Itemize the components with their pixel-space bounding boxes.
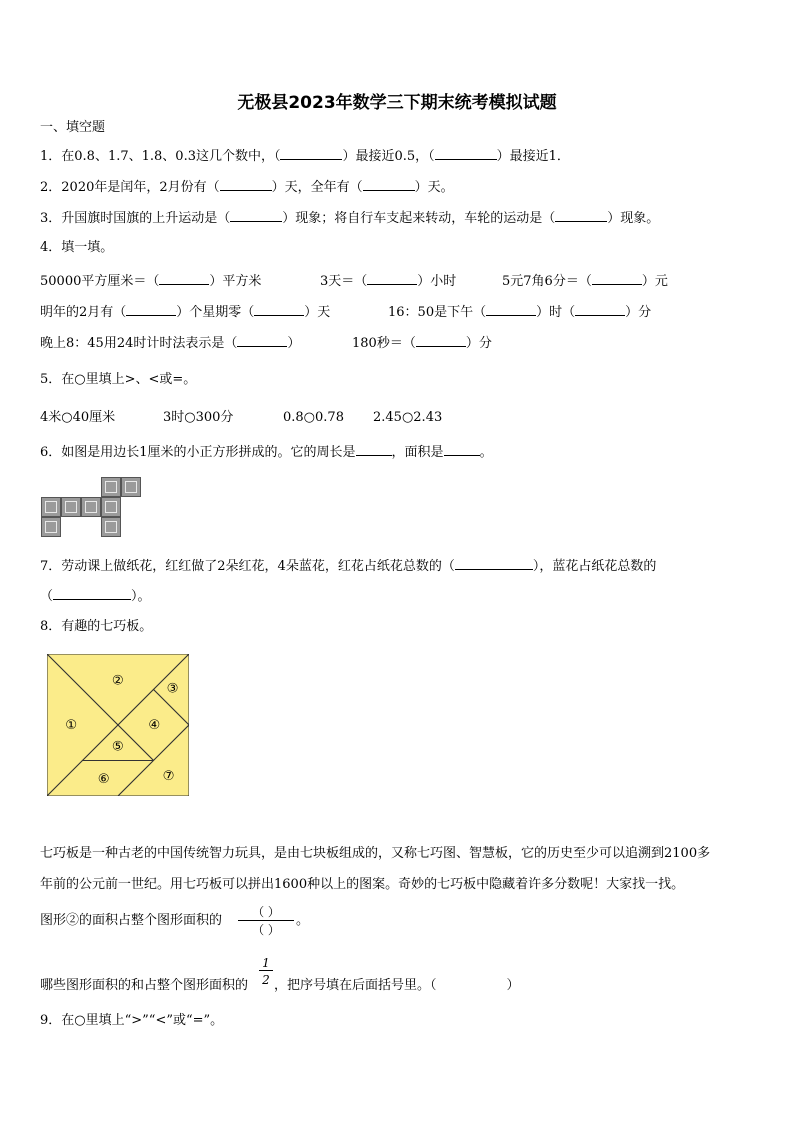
question-4-heading: 4．填一填。	[40, 240, 114, 255]
question-2	[40, 178, 454, 196]
question-3	[40, 209, 659, 227]
q6-text: 6．如图是用边长1厘米的小正方形拼成的。它的周长是	[40, 445, 356, 460]
question-8-heading: 8．有趣的七巧板。	[40, 619, 153, 634]
question-6	[40, 443, 493, 461]
q4-text: ）	[287, 336, 301, 351]
q4-row-3a	[40, 334, 300, 352]
answer-blank[interactable]	[486, 303, 536, 316]
q4-text: ）分	[465, 336, 492, 351]
tangram-label: ⑦	[162, 768, 175, 784]
unit-square	[41, 497, 61, 517]
q4-text: 5元7角6分＝（	[502, 274, 592, 289]
unit-square	[121, 477, 141, 497]
q4-text: 50000平方厘米＝（	[40, 274, 160, 289]
answer-blank[interactable]	[280, 147, 342, 160]
unit-square	[101, 517, 121, 537]
q5-item: 2.45○2.43	[373, 410, 443, 425]
answer-blank[interactable]	[592, 272, 642, 285]
answer-blank[interactable]	[53, 587, 131, 600]
q4-row-2b	[388, 303, 651, 321]
answer-blank[interactable]	[356, 443, 392, 456]
half-denominator: 2	[262, 973, 270, 987]
q2-text-b: ）天，全年有（	[271, 180, 363, 195]
answer-blank[interactable]	[363, 178, 415, 191]
q4-row-3b	[352, 334, 492, 352]
tangram-figure	[47, 654, 189, 796]
answer-blank[interactable]	[575, 303, 625, 316]
answer-blank[interactable]	[416, 334, 466, 347]
tangram-label: ②	[111, 673, 124, 689]
q4-text: ）天	[304, 305, 331, 320]
q1-text-b: ）最接近0.5，（	[342, 149, 435, 164]
question-9-heading: 9．在○里填上“>”“<”或“=”。	[40, 1013, 224, 1028]
q8-line-4-answer	[274, 978, 520, 994]
question-5-heading: 5．在○里填上>、<或=。	[40, 372, 197, 387]
answer-blank[interactable]	[237, 334, 287, 347]
answer-blank[interactable]	[444, 443, 480, 456]
tangram-paragraph-1: 七巧板是一种古老的中国传统智力玩具，是由七块板组成的，又称七巧图、智慧板，它的历史至少可以追溯到2100多	[40, 846, 711, 861]
q4-row-1a	[40, 272, 261, 290]
answer-blank[interactable]	[159, 272, 209, 285]
q7-text: ），蓝花占纸花总数的	[532, 559, 657, 574]
unit-square	[81, 497, 101, 517]
q8-text: ，把序号填在后面括号里。（	[274, 978, 437, 993]
q4-row-1c	[502, 272, 668, 290]
q4-row-1b	[320, 272, 456, 290]
q1-text-a: 1．在0.8、1.7、1.8、0.3这几个数中，（	[40, 149, 281, 164]
q4-text: ）元	[641, 274, 668, 289]
q8-line-3-end: 。	[296, 913, 310, 928]
q4-text: ）小时	[417, 274, 457, 289]
q4-text: ）时（	[536, 305, 576, 320]
page-title: 无极县2023年数学三下期末统考模拟试题	[237, 93, 557, 113]
tangram-label: ①	[65, 718, 78, 734]
q7-text: ）。	[131, 589, 151, 604]
answer-blank[interactable]	[254, 303, 304, 316]
q5-item: 0.8○0.78	[283, 410, 344, 425]
q4-text: 3天＝（	[320, 274, 368, 289]
tangram-label: ④	[148, 718, 161, 734]
q8-line-3-text: 图形②的面积占整个图形面积的	[40, 913, 223, 928]
question-1	[40, 147, 570, 165]
tangram-paragraph-2: 年前的公元前一世纪。用七巧板可以拼出1600种以上的图案。奇妙的七巧板中隐藏着许多分数呢！大家找一找。	[40, 877, 685, 892]
unit-square	[101, 497, 121, 517]
unit-square	[101, 477, 121, 497]
q3-text-a: 3．升国旗时国旗的上升运动是（	[40, 211, 231, 226]
q4-text: 16：50是下午（	[388, 305, 487, 320]
q2-text-c: ）天。	[414, 180, 454, 195]
q3-text-b: ）现象；将自行车支起来转动，车轮的运动是（	[282, 211, 556, 226]
tangram-label: ③	[166, 681, 179, 697]
q4-text: ）分	[625, 305, 652, 320]
q4-text: 180秒＝（	[352, 336, 416, 351]
q4-text: 明年的2月有（	[40, 305, 127, 320]
answer-blank[interactable]	[555, 209, 607, 222]
fraction-denominator[interactable]: （ ）	[252, 923, 280, 937]
q5-item: 4米○40厘米	[40, 410, 116, 425]
q5-item: 3时○300分	[163, 410, 234, 425]
half-numerator: 1	[259, 956, 273, 971]
q4-text: ）平方米	[209, 274, 262, 289]
q8-line-4-text: 哪些图形面积的和占整个图形面积的	[40, 978, 249, 993]
answer-blank[interactable]	[220, 178, 272, 191]
q6-text: 。	[479, 445, 493, 460]
question-7-line-1	[40, 557, 656, 575]
q7-text: 7．劳动课上做纸花，红红做了2朵红花，4朵蓝花，红花占纸花总数的（	[40, 559, 455, 574]
q2-text-a: 2．2020年是闰年，2月份有（	[40, 180, 220, 195]
question-7-line-2	[40, 587, 151, 605]
q4-text: 晚上8：45用24时计时法表示是（	[40, 336, 238, 351]
q3-text-c: ）现象。	[607, 211, 660, 226]
q4-row-2a	[40, 303, 330, 321]
answer-blank[interactable]	[126, 303, 176, 316]
unit-square	[41, 517, 61, 537]
q7-text: （	[40, 589, 54, 604]
section-heading: 一、填空题	[40, 120, 106, 135]
answer-blank[interactable]	[230, 209, 282, 222]
tangram-label: ⑤	[111, 739, 124, 755]
answer-blank[interactable]	[455, 557, 533, 570]
q8-text: ）	[506, 978, 520, 993]
q1-text-c: ）最接近1．	[496, 149, 570, 164]
unit-square	[61, 497, 81, 517]
q6-text: ，面积是	[391, 445, 444, 460]
q4-text: ）个星期零（	[176, 305, 255, 320]
answer-blank[interactable]	[435, 147, 497, 160]
fraction-numerator[interactable]: （ ）	[238, 903, 294, 921]
tangram-label: ⑥	[97, 771, 110, 787]
answer-blank[interactable]	[367, 272, 417, 285]
